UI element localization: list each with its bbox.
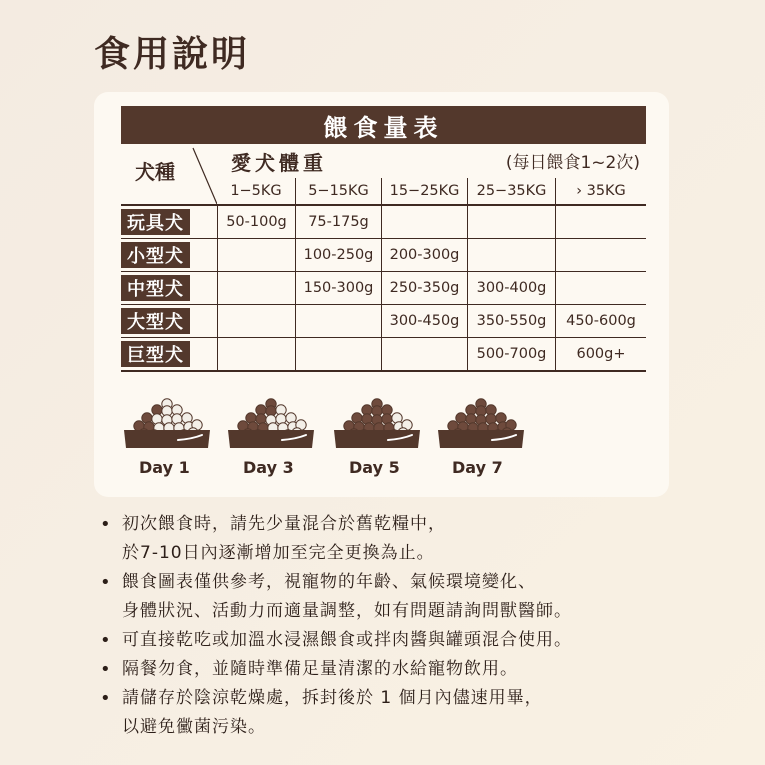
food-bowl-day-7-icon (436, 394, 526, 452)
bowl-shape (228, 430, 314, 448)
table-cell (467, 206, 555, 238)
table-row (121, 305, 646, 338)
table-cell (555, 206, 646, 238)
table-cell (467, 239, 555, 271)
breed-label: 玩具犬 (121, 209, 190, 235)
weight-range: 5−15KG (295, 178, 381, 204)
day-label: Day 7 (452, 458, 503, 477)
bowl-shape (438, 430, 524, 448)
table-cell: 600g+ (555, 338, 646, 370)
table-row (121, 272, 646, 305)
table-cell: 200-300g (381, 239, 467, 271)
breed-label: 中型犬 (121, 275, 190, 301)
table-cell: 100-250g (295, 239, 381, 271)
table-cell (381, 338, 467, 370)
table-cell: 300-450g (381, 305, 467, 337)
table-title: 餵食量表 (121, 106, 646, 144)
list-item (100, 684, 660, 742)
bowl-shape (334, 430, 420, 448)
table-cell: 250-350g (381, 272, 467, 304)
weight-header: 愛犬體重 (231, 151, 327, 175)
table-cell: 300-400g (467, 272, 555, 304)
weight-range: 15−25KG (381, 178, 467, 204)
breed-header: 犬種 (135, 160, 175, 184)
note-text: 隔餐勿食，並隨時準備足量清潔的水給寵物飲用。 (122, 659, 518, 679)
day-label: Day 1 (139, 458, 190, 477)
weight-range: 25−35KG (467, 178, 555, 204)
table-cell: 500-700g (467, 338, 555, 370)
usage-notes (100, 510, 660, 742)
table-cell (217, 305, 295, 337)
table-row (121, 206, 646, 239)
table-row (121, 239, 646, 272)
bullet-icon: • (100, 688, 112, 709)
table-cell (295, 305, 381, 337)
table-cell (217, 272, 295, 304)
table-cell (555, 272, 646, 304)
list-item (100, 568, 660, 626)
table-cell: 50-100g (217, 206, 295, 238)
bullet-icon: • (100, 659, 112, 680)
feeding-table (121, 106, 646, 372)
bowl-shape (124, 430, 210, 448)
note-text: 可直接乾吃或加溫水浸濕餵食或拌肉醬與罐頭混合使用。 (122, 630, 572, 650)
bullet-icon: • (100, 630, 112, 651)
note-text: 餵食圖表僅供參考，視寵物的年齡、氣候環境變化、 身體狀況、活動力而適量調整，如有問題請詢問獸醫師。 (122, 572, 572, 621)
day-label: Day 5 (349, 458, 400, 477)
table-cell: 350-550g (467, 305, 555, 337)
feed-frequency-note: (每日餵食1~2次) (505, 153, 640, 173)
table-cell (381, 206, 467, 238)
table-row (121, 338, 646, 372)
list-item (100, 655, 660, 684)
food-bowl-day-1-icon (122, 394, 212, 452)
table-cell: 150-300g (295, 272, 381, 304)
food-bowl-day-5-icon (332, 394, 422, 452)
food-bowl-day-3-icon (226, 394, 316, 452)
bullet-icon: • (100, 572, 112, 593)
breed-label: 巨型犬 (121, 341, 190, 367)
bullet-icon: • (100, 514, 112, 535)
table-header (121, 144, 646, 206)
breed-label: 小型犬 (121, 242, 190, 268)
table-cell (555, 239, 646, 271)
note-text: 請儲存於陰涼乾燥處，拆封後於 1 個月內儘速用畢， 以避免黴菌污染。 (122, 688, 543, 737)
transition-bowls (122, 394, 542, 454)
table-cell: 75-175g (295, 206, 381, 238)
breed-label: 大型犬 (121, 308, 190, 334)
list-item (100, 510, 660, 568)
table-cell (295, 338, 381, 370)
table-cell (217, 338, 295, 370)
day-label: Day 3 (243, 458, 294, 477)
note-text: 初次餵食時，請先少量混合於舊乾糧中， 於7-10日內逐漸增加至完全更換為止。 (122, 514, 446, 563)
weight-range: 1−5KG (230, 183, 282, 199)
table-cell (217, 239, 295, 271)
list-item (100, 626, 660, 655)
weight-range: › 35KG (555, 178, 646, 204)
page-title: 食用說明 (94, 34, 251, 75)
table-cell: 450-600g (555, 305, 646, 337)
weight-range-row (217, 178, 646, 204)
